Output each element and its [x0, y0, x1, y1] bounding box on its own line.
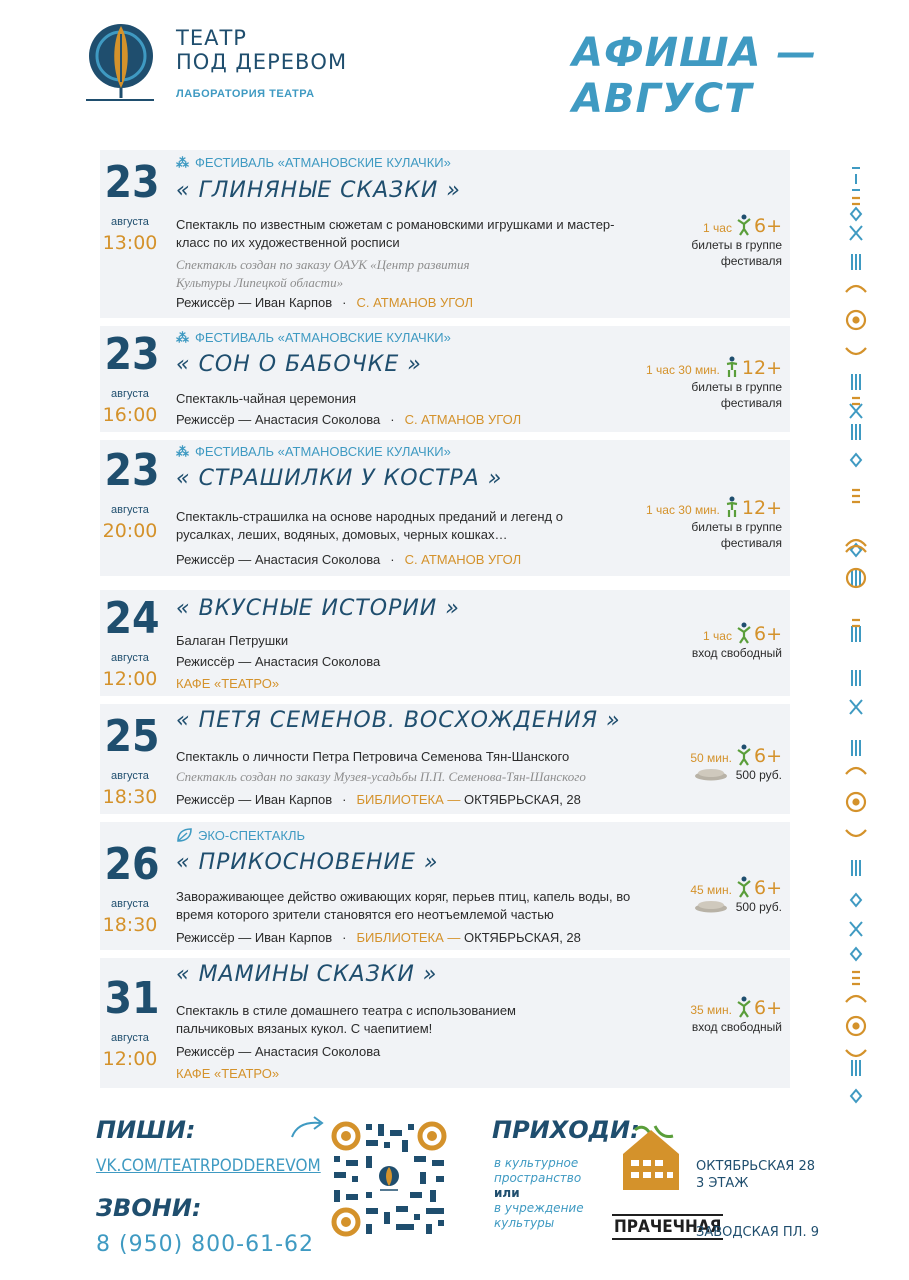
event-time: 12:00 — [102, 668, 158, 690]
event-time: 20:00 — [102, 520, 158, 542]
event-director: Режиссёр — Иван Карпов · С. АТМАНОВ УГОЛ — [176, 295, 474, 310]
event-card — [100, 590, 790, 696]
festival-label: ⁂ ФЕСТИВАЛЬ «АТМАНОВСКИЕ КУЛАЧКИ» — [176, 330, 451, 345]
event-day: 25 — [104, 711, 160, 762]
event-description: Спектакль о личности Петра Петровича Семенова Тян-Шанского — [176, 749, 570, 764]
event-duration: 1 час — [703, 629, 732, 643]
event-description: Спектакль по известным сюжетам с романовскими игрушками и мастер-класс по их художественной росписи — [176, 217, 615, 250]
event-title: « СТРАШИЛКИ У КОСТРА » — [176, 466, 503, 491]
event-price: 500 руб. — [632, 767, 782, 782]
folk-ornament-border — [838, 160, 874, 1140]
event-month: августа — [111, 388, 149, 400]
person-icon — [724, 356, 740, 378]
event-description: Спектакль-чайная церемония — [176, 391, 357, 406]
event-time: 16:00 — [102, 404, 158, 426]
event-day: 26 — [104, 839, 160, 890]
event-director: Режиссёр — Анастасия Соколова — [176, 1044, 381, 1059]
event-description: Балаган Петрушки — [176, 633, 289, 648]
event-duration: 45 мин. — [690, 883, 732, 897]
event-month: августа — [111, 504, 149, 516]
arrow-icon — [290, 1115, 326, 1139]
event-location: КАФЕ «ТЕАТРО» — [176, 676, 280, 691]
event-card — [100, 150, 790, 318]
event-card — [100, 440, 790, 576]
qr-code[interactable] — [330, 1120, 448, 1238]
person-icon — [736, 996, 752, 1018]
event-time: 13:00 — [102, 232, 158, 254]
festival-label: ⁂ ФЕСТИВАЛЬ «АТМАНОВСКИЕ КУЛАЧКИ» — [176, 444, 451, 459]
age-rating: 6+ — [753, 877, 782, 899]
coins-icon — [694, 767, 728, 781]
coins-icon — [694, 899, 728, 913]
event-duration: 1 час 30 мин. — [646, 363, 720, 377]
event-description: Спектакль в стиле домашнего театра с использованием пальчиковых вязаных кукол. С чаепитием! — [176, 1003, 516, 1036]
event-card — [100, 958, 790, 1088]
write-label: ПИШИ: — [96, 1116, 196, 1144]
event-tickets: билеты в группе фестиваля — [691, 238, 782, 268]
event-card — [100, 822, 790, 950]
festival-label: ⁂ ФЕСТИВАЛЬ «АТМАНОВСКИЕ КУЛАЧКИ» — [176, 155, 451, 170]
event-day: 23 — [104, 445, 160, 496]
event-title: « ПРИКОСНОВЕНИЕ » — [176, 850, 439, 875]
festival-label: ЭКО-СПЕКТАКЛЬ — [176, 828, 305, 843]
phone-number[interactable]: 8 (950) 800-61-62 — [96, 1232, 314, 1257]
event-meta — [612, 496, 782, 551]
event-tickets: билеты в группе фестиваля — [691, 520, 782, 550]
event-location: С. АТМАНОВ УГОЛ — [356, 295, 474, 310]
event-day: 23 — [104, 157, 160, 208]
prachechnaya-logo: ПРАЧЕЧНАЯ — [612, 1214, 723, 1240]
event-duration: 50 мин. — [690, 751, 732, 765]
event-note: Спектакль создан по заказу Музея-усадьбы П.П. Семенова-Тян-Шанского — [176, 769, 586, 784]
event-director: Режиссёр — Анастасия Соколова · С. АТМАНОВ УГОЛ — [176, 552, 522, 567]
event-director: Режиссёр — Иван Карпов · БИБЛИОТЕКА — ОКТЯБРЬСКАЯ, 28 — [176, 930, 581, 945]
event-director: Режиссёр — Анастасия Соколова · С. АТМАНОВ УГОЛ — [176, 412, 522, 427]
event-time: 12:00 — [102, 1048, 158, 1070]
event-title: « ВКУСНЫЕ ИСТОРИИ » — [176, 596, 460, 621]
person-icon — [736, 214, 752, 236]
event-meta — [632, 876, 782, 914]
event-day: 23 — [104, 329, 160, 380]
person-icon — [736, 744, 752, 766]
ornament-icon: ⁂ — [176, 330, 189, 345]
event-month: августа — [111, 652, 149, 664]
event-card — [100, 326, 790, 432]
event-duration: 1 час 30 мин. — [646, 503, 720, 517]
come-label: ПРИХОДИ: — [492, 1116, 640, 1144]
address-2: ЗАВОДСКАЯ ПЛ. 9 — [696, 1225, 819, 1240]
event-location: С. АТМАНОВ УГОЛ — [404, 552, 522, 567]
event-duration: 35 мин. — [690, 1003, 732, 1017]
age-rating: 12+ — [741, 497, 782, 519]
page-title: АФИША — АВГУСТ — [572, 30, 818, 122]
event-month: августа — [111, 1032, 149, 1044]
event-day: 24 — [104, 593, 160, 644]
event-meta — [632, 744, 782, 782]
event-note: Спектакль создан по заказу ОАУК «Центр развития Культуры Липецкой области» — [176, 257, 470, 290]
event-time: 18:30 — [102, 914, 158, 936]
event-price: 500 руб. — [632, 899, 782, 914]
event-month: августа — [111, 898, 149, 910]
event-description: Завораживающее действо оживающих коряг, перьев птиц, капель воды, во время которого зрители становятся его неотъемлемой частью — [176, 889, 631, 922]
come-text: в культурное пространство или в учреждение культуры — [494, 1156, 584, 1230]
person-icon — [736, 876, 752, 898]
event-description: Спектакль-страшилка на основе народных преданий и легенд о русалках, леших, водяных, домовых, черных кошках… — [176, 509, 563, 542]
age-rating: 6+ — [753, 215, 782, 237]
person-icon — [736, 622, 752, 644]
culture-space-logo — [619, 1124, 683, 1192]
event-location: БИБЛИОТЕКА — — [356, 792, 461, 807]
age-rating: 6+ — [753, 623, 782, 645]
event-duration: 1 час — [703, 221, 732, 235]
ornament-icon: ⁂ — [176, 444, 189, 459]
vk-link[interactable]: VK.COM/TEATRPODDEREVOM — [96, 1156, 321, 1176]
call-label: ЗВОНИ: — [96, 1194, 202, 1222]
event-day: 31 — [104, 973, 160, 1024]
event-time: 18:30 — [102, 786, 158, 808]
event-meta — [612, 356, 782, 411]
age-rating: 6+ — [753, 745, 782, 767]
event-meta — [632, 214, 782, 269]
event-meta — [632, 622, 782, 661]
person-icon — [724, 496, 740, 518]
leaf-icon — [176, 828, 192, 842]
event-location: С. АТМАНОВ УГОЛ — [404, 412, 522, 427]
event-card — [100, 704, 790, 814]
logo-subtitle: ЛАБОРАТОРИЯ ТЕАТРА — [176, 88, 315, 100]
age-rating: 6+ — [753, 997, 782, 1019]
event-tickets: вход свободный — [691, 1020, 782, 1034]
ornament-icon: ⁂ — [176, 155, 189, 170]
event-location: КАФЕ «ТЕАТРО» — [176, 1066, 280, 1081]
event-month: августа — [111, 216, 149, 228]
address-1: ОКТЯБРЬСКАЯ 28 3 ЭТАЖ — [696, 1159, 816, 1191]
age-rating: 12+ — [741, 357, 782, 379]
event-title: « ПЕТЯ СЕМЕНОВ. ВОСХОЖДЕНИЯ » — [176, 708, 621, 733]
event-title: « ГЛИНЯНЫЕ СКАЗКИ » — [176, 178, 461, 203]
event-director: Режиссёр — Анастасия Соколова — [176, 654, 381, 669]
event-tickets: билеты в группе фестиваля — [691, 380, 782, 410]
event-title: « МАМИНЫ СКАЗКИ » — [176, 962, 438, 987]
event-meta — [632, 996, 782, 1035]
event-month: августа — [111, 770, 149, 782]
event-director: Режиссёр — Иван Карпов · БИБЛИОТЕКА — ОКТЯБРЬСКАЯ, 28 — [176, 792, 581, 807]
event-tickets: вход свободный — [691, 646, 782, 660]
logo-title: ТЕАТР ПОД ДЕРЕВОМ — [176, 26, 348, 74]
event-title: « СОН О БАБОЧКЕ » — [176, 352, 422, 377]
event-location: БИБЛИОТЕКА — — [356, 930, 461, 945]
